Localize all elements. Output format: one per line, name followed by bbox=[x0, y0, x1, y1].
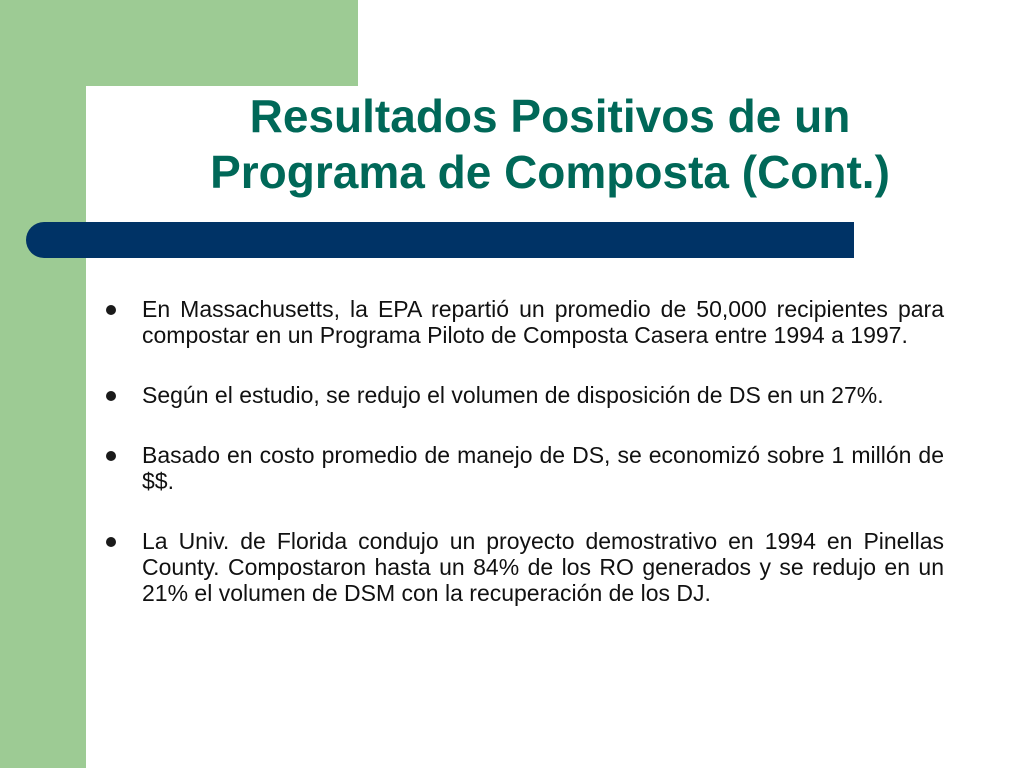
green-band-left bbox=[0, 0, 86, 768]
bullet-dot-icon bbox=[106, 451, 116, 461]
title-underline-bar bbox=[26, 222, 854, 258]
bullet-dot-icon bbox=[106, 305, 116, 315]
bullet-item bbox=[102, 382, 944, 408]
bullet-text: Basado en costo promedio de manejo de DS, se economizó sobre 1 millón de $$. bbox=[142, 442, 944, 494]
bullet-dot-icon bbox=[106, 391, 116, 401]
bullet-item bbox=[102, 442, 944, 494]
bullet-item bbox=[102, 296, 944, 348]
green-band-top bbox=[0, 0, 358, 86]
slide-title-line-2: Programa de Composta (Cont.) bbox=[210, 146, 890, 198]
bullet-item bbox=[102, 528, 944, 606]
bullet-dot-icon bbox=[106, 537, 116, 547]
bullet-text: En Massachusetts, la EPA repartió un promedio de 50,000 recipientes para compostar en un Programa Piloto de Composta Casera entre 1994 a 1997. bbox=[142, 296, 944, 348]
slide-title-line-1: Resultados Positivos de un bbox=[249, 90, 851, 142]
bullet-text: Según el estudio, se redujo el volumen de disposición de DS en un 27%. bbox=[142, 382, 884, 408]
bullet-list bbox=[102, 296, 944, 640]
bullet-text: La Univ. de Florida condujo un proyecto demostrativo en 1994 en Pinellas County. Compostaron hasta un 84% de los RO generados y se redujo en un 21% el volumen de DSM con la recuperación de los DJ. bbox=[142, 528, 944, 606]
slide-title bbox=[150, 88, 950, 200]
